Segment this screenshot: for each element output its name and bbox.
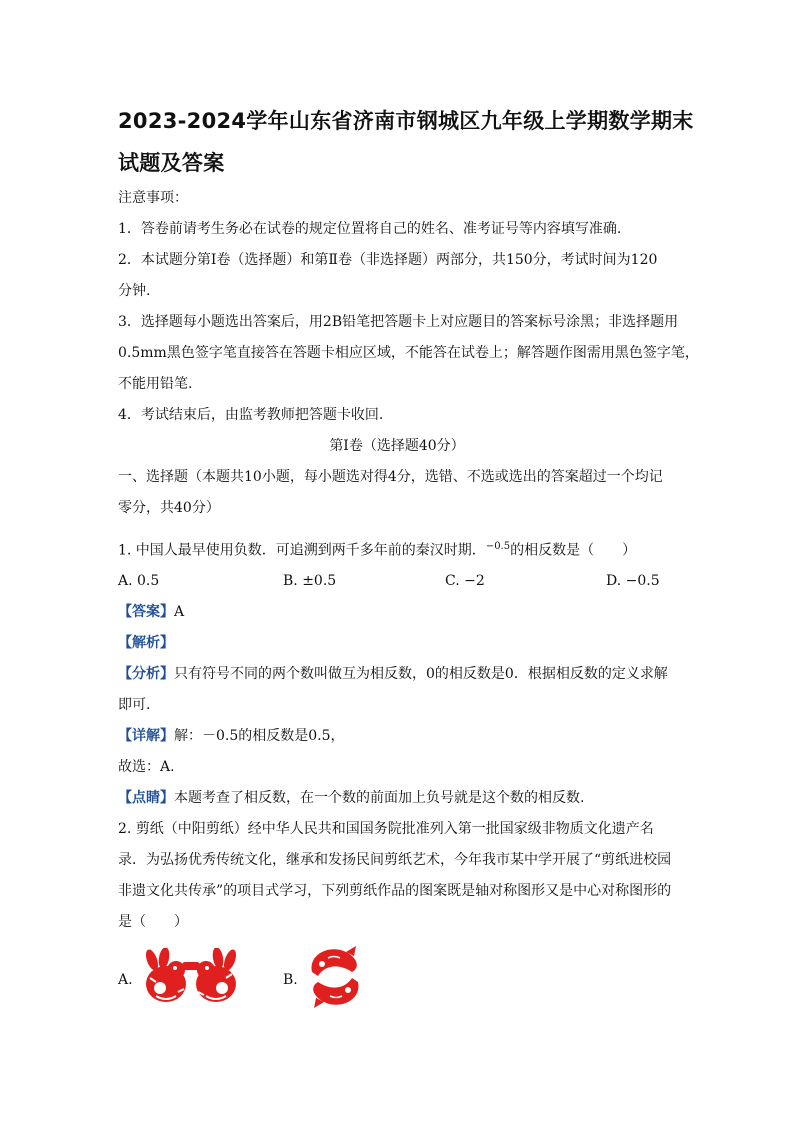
- q2-stem-line-4: 是（ ）: [118, 914, 188, 930]
- analysis-text-1: 只有符号不同的两个数叫做互为相反数，0的相反数是0．根据相反数的定义求解: [174, 666, 668, 682]
- q1-stem-after: 的相反数是（ ）: [510, 542, 637, 559]
- answer-value: A: [174, 604, 185, 620]
- q1-stem-before: 1. 中国人最早使用负数．可追溯到两千多年前的秦汉时期．: [118, 542, 486, 559]
- comment-tag: 【点睛】: [118, 790, 174, 806]
- notice-line-6: 不能用铅笔.: [118, 376, 193, 392]
- q2-stem-line-1: 2. 剪纸（中阳剪纸）经中华人民共和国国务院批准列入第一批国家级非物质文化遗产名: [118, 821, 654, 837]
- notice-line-1: 1．答卷前请考生务必在试卷的规定位置将自己的姓名、准考证号等内容填写准确.: [118, 221, 622, 237]
- q1-analysis-heading: [118, 633, 174, 653]
- section-title: 第Ⅰ卷（选择题40分）: [329, 438, 465, 454]
- q1-option-a: A. 0.5: [118, 573, 160, 589]
- q1-option-d: D. −0.5: [606, 573, 660, 589]
- detail-text: 解：－0.5的相反数是0.5，: [174, 728, 345, 744]
- document-title: 2023-2024学年山东省济南市钢城区九年级上学期数学期末试题及答案: [118, 109, 694, 175]
- papercut-fish-figure: [300, 942, 370, 1012]
- part-heading-line-1: 一、选择题（本题共10小题，每小题选对得4分，选错、不选或选出的答案超过一个均记: [118, 469, 663, 485]
- notice-line-2: 2．本试题分第Ⅰ卷（选择题）和第Ⅱ卷（非选择题）两部分，共150分，考试时间为120: [118, 252, 658, 268]
- q1-analysis-line-1: [118, 664, 668, 684]
- notice-heading: 注意事项：: [118, 190, 188, 206]
- papercut-rabbits-figure: [138, 948, 244, 1010]
- q2-stem-line-3: 非遗文化共传承”的项目式学习，下列剪纸作品的图案既是轴对称图形又是中心对称图形的: [118, 883, 672, 899]
- q2-option-b-label: B.: [283, 972, 298, 988]
- q1-choice: 故选：A.: [118, 759, 175, 775]
- detail-tag: 【详解】: [118, 728, 174, 744]
- q1-stem: [118, 537, 636, 561]
- q2-option-a-label: A.: [118, 972, 133, 988]
- q1-option-c: C. −2: [445, 573, 485, 589]
- q1-option-b: B. ±0.5: [283, 573, 337, 589]
- q1-comment: [118, 788, 584, 808]
- notice-line-3: 分钟.: [118, 283, 151, 299]
- notice-line-7: 4．考试结束后，由监考教师把答题卡收回.: [118, 407, 384, 423]
- q2-stem-line-2: 录．为弘扬优秀传统文化，继承和发扬民间剪纸艺术，今年我市某中学开展了“剪纸进校园: [118, 852, 672, 868]
- comment-text: 本题考查了相反数，在一个数的前面加上负号就是这个数的相反数.: [174, 790, 585, 806]
- analysis-label: 【分析】: [118, 666, 174, 682]
- q1-answer: [118, 602, 184, 622]
- part-heading-line-2: 零分，共40分）: [118, 500, 220, 516]
- notice-line-4: 3．选择题每小题选出答案后，用2B铅笔把答题卡上对应题目的答案标号涂黑；非选择题用: [118, 314, 679, 330]
- q1-analysis-line-2: 即可.: [118, 697, 151, 713]
- analysis-tag: 【解析】: [118, 635, 174, 651]
- notice-line-5: 0.5mm黑色签字笔直接答在答题卡相应区域，不能答在试卷上；解答题作图需用黑色签字笔，: [118, 345, 699, 361]
- q1-detail: [118, 726, 345, 746]
- answer-tag: 【答案】: [118, 604, 174, 620]
- q1-stem-expression: −0.5: [485, 541, 511, 552]
